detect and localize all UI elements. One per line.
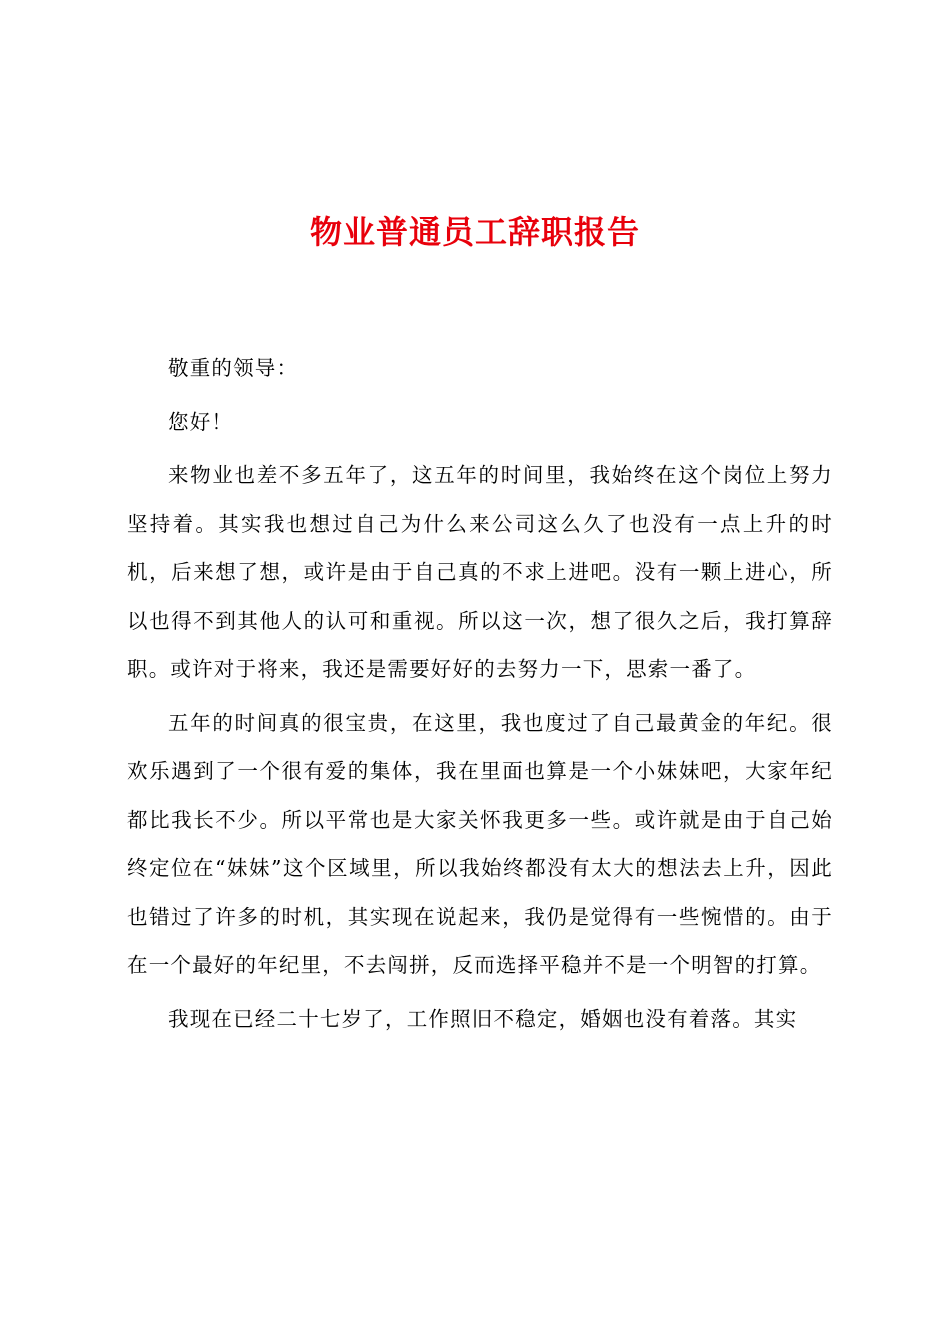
document-body (127, 344, 833, 1048)
greeting: 您好！ (168, 409, 234, 434)
body-paragraph-3: 我现在已经二十七岁了，工作照旧不稳定，婚姻也没有着落。其实 (168, 1006, 798, 1031)
body-paragraph-1: 来物业也差不多五年了，这五年的时间里，我始终在这个岗位上努力坚持着。其实我也想过自己为什么来公司这么久了也没有一点上升的时机，后来想了想，或许是由于自己真的不求上进吧。没有一颗上进心，所以也得不到其他人的认可和重视。所以这一次，想了很久之后，我打算辞职。或许对于将来，我还是需要好好的去努力一下，思索一番了。 (127, 463, 833, 681)
body-paragraph-2: 五年的时间真的很宝贵，在这里，我也度过了自己最黄金的年纪。很欢乐遇到了一个很有爱的集体，我在里面也算是一个小妹妹吧，大家年纪都比我长不少。所以平常也是大家关怀我更多一些。或许就是由于自己始终定位在“妹妹”这个区域里，所以我始终都没有太大的想法去上升，因此也错过了许多的时机，其实现在说起来，我仍是觉得有一些惋惜的。由于在一个最好的年纪里，不去闯拼，反而选择平稳并不是一个明智的打算。 (127, 710, 833, 977)
document-title: 物业普通员工辞职报告 (309, 213, 640, 251)
salutation: 敬重的领导： (168, 356, 299, 380)
